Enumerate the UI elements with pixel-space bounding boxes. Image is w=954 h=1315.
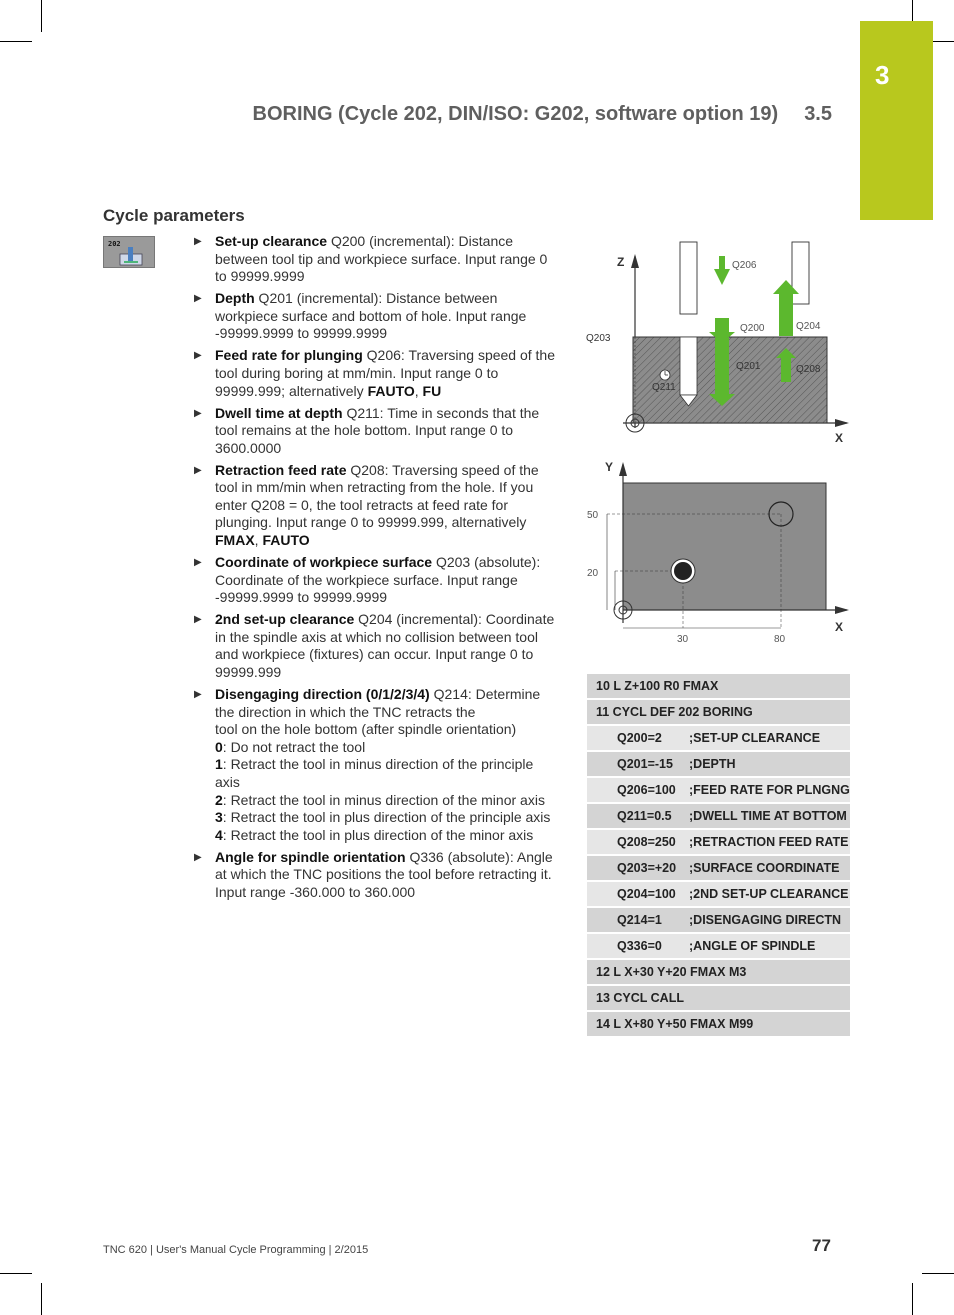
softkey-label: 202 <box>108 240 121 248</box>
bullet-arrow-icon: ▶ <box>194 688 202 700</box>
param-retraction-feed <box>194 462 558 550</box>
param-name: Disengaging direction (0/1/2/3/4) <box>215 685 430 702</box>
z-axis-arrow-icon <box>631 254 639 268</box>
x-axis-arrow-icon <box>835 419 849 427</box>
param-depth <box>194 290 558 343</box>
param-separator: , <box>254 532 263 549</box>
tick-x-80: 80 <box>774 634 786 645</box>
crop-mark <box>0 41 32 42</box>
cycle-softkey-icon <box>103 236 155 268</box>
label-q204: Q204 <box>796 321 821 332</box>
bullet-arrow-icon: ▶ <box>194 350 202 362</box>
running-header <box>253 103 833 126</box>
param-feed-plunging <box>194 347 558 400</box>
program-listing <box>587 674 850 1038</box>
param-keyword: FU <box>422 382 442 399</box>
param-text: Q211: Time in seconds that the tool remains at the hole bottom. Input range 0 to 3600.0000 <box>215 404 540 456</box>
tick-y-20: 20 <box>587 568 599 579</box>
param-name: Angle for spindle orientation <box>215 848 406 865</box>
tick-x-30: 30 <box>677 634 689 645</box>
program-line: 10 L Z+100 R0 FMAX <box>587 674 850 699</box>
program-line: 13 CYCL CALL <box>587 985 850 1011</box>
param-text: Q203 (absolute): Coordinate of the workpiece surface. Input range -99999.9999 to 99999.9999 <box>215 554 541 606</box>
y-axis-arrow-icon <box>619 462 627 476</box>
q201-arrow-icon <box>715 338 729 396</box>
crop-mark <box>41 1283 42 1315</box>
param-name: Retraction feed rate <box>215 461 347 478</box>
label-q208: Q208 <box>796 364 821 375</box>
param-surface-coordinate <box>194 554 558 607</box>
bullet-arrow-icon: ▶ <box>194 851 202 863</box>
footer-text: TNC 620 | User's Manual Cycle Programming | 2/2015 <box>103 1244 369 1256</box>
param-keyword: FAUTO <box>262 532 310 549</box>
workpiece-top <box>623 483 826 610</box>
workpiece <box>633 337 827 423</box>
hole-1-fill <box>674 562 692 580</box>
label-q201: Q201 <box>736 361 761 372</box>
param-text-line: tool on the hole bottom (after spindle orientation) <box>215 721 517 738</box>
header-title: BORING (Cycle 202, DIN/ISO: G202, software option 19) <box>252 103 779 125</box>
program-param: Q204=100 ;2ND SET-UP CLEARANCE <box>587 881 850 907</box>
z-axis-label: Z <box>617 255 625 269</box>
param-name: Depth <box>215 290 255 307</box>
crop-mark <box>41 0 42 32</box>
param-setup-clearance <box>194 233 558 286</box>
param-spindle-angle <box>194 849 558 902</box>
bullet-arrow-icon: ▶ <box>194 614 202 626</box>
program-param: Q208=250 ;RETRACTION FEED RATE <box>587 829 850 855</box>
direction-option: 1: Retract the tool in minus direction of the principle axis <box>215 756 534 790</box>
x-axis-label: X <box>835 620 844 634</box>
direction-option: 4: Retract the tool in plus direction of the minor axis <box>215 826 534 843</box>
param-text: Q206: Traversing speed of the tool during boring at mm/min. Input range 0 to 99999.999; alternatively <box>215 347 556 399</box>
bore-hole <box>680 337 697 395</box>
label-q203: Q203 <box>586 333 611 344</box>
param-text: Q200 (incremental): Distance between tool tip and workpiece surface. Input range 0 to 99999.9999 <box>215 233 548 285</box>
param-text: Q208: Traversing speed of the tool in mm/min when retracting from the hole. If you enter Q208 = 0, the tool retracts at feed rate for plunging. Input range 0 to 99999.999, alternatively <box>215 461 539 531</box>
param-keyword: FAUTO <box>367 382 415 399</box>
param-dwell-time <box>194 405 558 458</box>
crop-mark <box>912 1283 913 1315</box>
param-name: 2nd set-up clearance <box>215 611 355 628</box>
param-2nd-setup-clearance <box>194 611 558 681</box>
parameter-list <box>194 233 558 906</box>
page-number: 77 <box>812 1236 831 1255</box>
top-view-diagram <box>585 458 855 648</box>
boring-tool <box>680 242 697 314</box>
param-name: Coordinate of workpiece surface <box>215 554 433 571</box>
q206-arrow-icon <box>714 256 730 285</box>
section-title: Cycle parameters <box>103 206 245 225</box>
direction-option: 0: Do not retract the tool <box>215 738 366 755</box>
param-keyword: FMAX <box>215 532 255 549</box>
program-line: 11 CYCL DEF 202 BORING <box>587 699 850 725</box>
param-disengaging-direction <box>194 686 558 844</box>
bullet-arrow-icon: ▶ <box>194 557 202 569</box>
param-name: Feed rate for plunging <box>215 347 363 364</box>
x-axis-arrow-icon <box>835 606 849 614</box>
header-section: 3.5 <box>804 103 832 125</box>
label-q206: Q206 <box>732 260 757 271</box>
chapter-number: 3 <box>875 60 890 90</box>
label-q211: Q211 <box>652 382 676 393</box>
program-param: Q214=1 ;DISENGAGING DIRECTN <box>587 907 850 933</box>
program-line: 12 L X+30 Y+20 FMAX M3 <box>587 959 850 985</box>
side-view-diagram <box>585 236 855 448</box>
param-name: Dwell time at depth <box>215 404 343 421</box>
program-param: Q201=-15 ;DEPTH <box>587 751 850 777</box>
crop-mark <box>922 1273 954 1274</box>
param-name: Set-up clearance <box>215 233 328 249</box>
direction-option: 3: Retract the tool in plus direction of the principle axis <box>215 809 551 826</box>
x-axis-label: X <box>835 431 844 445</box>
program-param: Q206=100 ;FEED RATE FOR PLNGNG <box>587 777 850 803</box>
label-q200: Q200 <box>740 323 765 334</box>
param-text: Q214: Determine the direction in which the TNC retracts the <box>215 685 541 720</box>
param-separator: , <box>414 382 423 399</box>
program-param: Q200=2 ;SET-UP CLEARANCE <box>587 725 850 751</box>
param-text: Q201 (incremental): Distance between workpiece surface and bottom of hole. Input range -99999.9999 to 99999.9999 <box>215 290 527 342</box>
program-param: Q336=0 ;ANGLE OF SPINDLE <box>587 933 850 959</box>
tick-y-50: 50 <box>587 510 599 521</box>
bullet-arrow-icon: ▶ <box>194 293 202 305</box>
y-axis-label: Y <box>605 460 614 474</box>
retracted-tool <box>792 242 809 304</box>
param-text: Q336 (absolute): Angle at which the TNC positions the tool before retracting it. Input range -360.000 to 360.000 <box>215 848 553 900</box>
program-line: 14 L X+80 Y+50 FMAX M99 <box>587 1011 850 1037</box>
direction-option: 2: Retract the tool in minus direction of the minor axis <box>215 791 545 808</box>
bullet-arrow-icon: ▶ <box>194 407 202 419</box>
program-param: Q203=+20 ;SURFACE COORDINATE <box>587 855 850 881</box>
bullet-arrow-icon: ▶ <box>194 464 202 476</box>
crop-mark <box>0 1273 32 1274</box>
bullet-arrow-icon: ▶ <box>194 236 202 247</box>
program-param: Q211=0.5 ;DWELL TIME AT BOTTOM <box>587 803 850 829</box>
param-text: Q204 (incremental): Coordinate in the spindle axis at which no collision between tool and workpiece (fixtures) can occur. Input range 0 to 99999.999 <box>215 611 555 680</box>
chapter-tab <box>860 21 933 220</box>
